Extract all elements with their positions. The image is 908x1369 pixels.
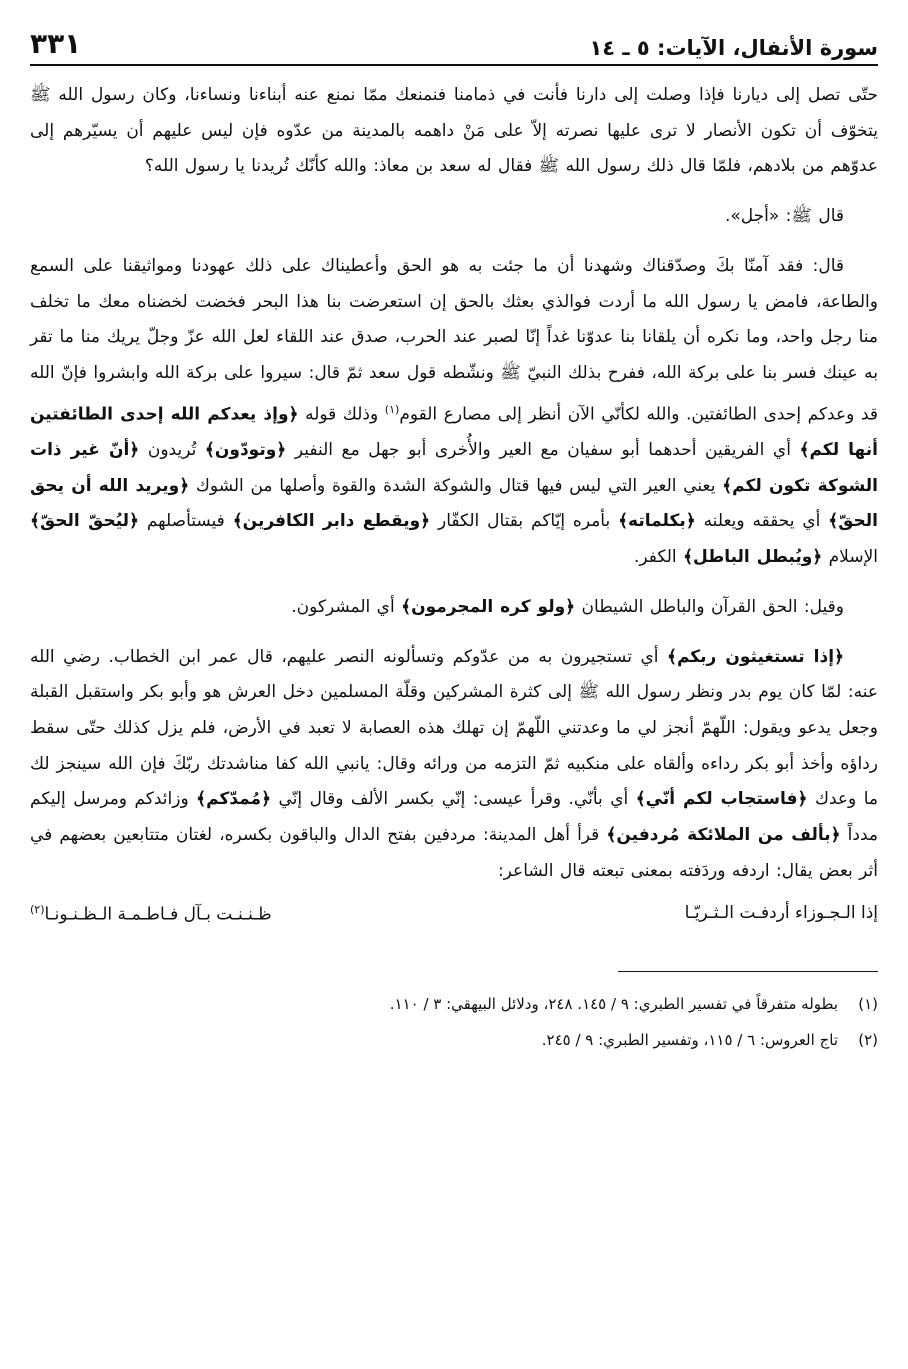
footnote-text: بطوله متفرقاً في تفسير الطبري: ٩ / ١٤٥. ٢٤٨، ودلائل البيهقي: ٣ / ١١٠. xyxy=(389,995,838,1014)
text-run: الكفر. xyxy=(633,547,684,568)
footnote-ref-2: (٢) xyxy=(30,903,45,917)
footnotes xyxy=(30,986,878,1058)
text-run: فيستأصلهم xyxy=(139,511,233,532)
quran-verse: ﴿ويُبطل الباطل﴾ xyxy=(683,547,823,568)
paragraph-1 xyxy=(30,78,878,185)
paragraph-3 xyxy=(30,249,878,576)
footnote-1 xyxy=(30,986,878,1022)
quran-verse: ﴿إذا تستغيثون ربكم﴾ xyxy=(667,646,844,667)
footnote-divider xyxy=(618,971,878,972)
text-run: الإسلام xyxy=(822,547,878,568)
text-run: يعني العير التي ليس فيها قتال والشوكة الشدة والقوة وأصلها من الشوك xyxy=(189,475,723,496)
paragraph-5 xyxy=(30,640,878,890)
quran-verse: ﴿مُمدّكم﴾ xyxy=(196,789,272,810)
text-run: وقيل: الحق القرآن والباطل الشيطان xyxy=(575,596,844,617)
quran-verse: ﴿ليُحقّ الحقّ﴾ xyxy=(30,511,139,532)
footnote-text: تاج العروس: ٦ / ١١٥، وتفسير الطبري: ٩ / ٢٤٥. xyxy=(541,1031,838,1050)
text-run: أي الفريقين أحدهما أبو سفيان مع العير والأُخرى أبو جهل مع النفير xyxy=(286,439,800,460)
text-run: أي بأنّي. وقرأ عيسى: إنّي بكسر الألف وقال إنّي xyxy=(271,789,636,810)
quran-verse: ﴿وإذ يعدكم الله إحدى الطائفتين أنها لكم﴾ xyxy=(30,404,878,460)
text-run: وزائدكم ومرسل إليكم مدداً xyxy=(30,789,878,846)
quran-verse: ﴿وتودّون﴾ xyxy=(204,439,287,460)
text-run: تُريدون xyxy=(139,439,205,460)
poem-first-hemistich: إذا الـجـوزاء أردفـت الـثـريّـا xyxy=(684,903,878,924)
poem-verse xyxy=(30,903,878,925)
paragraph-2 xyxy=(30,199,878,235)
quran-verse: ﴿فاستجاب لكم أنّي﴾ xyxy=(635,789,808,810)
footnote-number: (١) xyxy=(858,995,878,1014)
quran-verse: ﴿ويقطع دابر الكافرين﴾ xyxy=(232,511,431,532)
text-run: قرأ أهل المدينة: مردفين بفتح الدال والباقون بكسره، لغتان متتابعين بعضهم في أثر بعض يقال: اردفه وردَفته بمعنى تبعته قال الشاعر: xyxy=(30,825,878,881)
poem-second-hemistich xyxy=(30,903,272,925)
quran-verse: ﴿ويريد الله أن يحق الحقّ﴾ xyxy=(30,475,878,532)
body-text xyxy=(30,78,878,925)
page-header xyxy=(30,22,878,66)
quran-verse: ﴿أنّ غير ذات الشوكة تكون لكم﴾ xyxy=(30,439,879,496)
text-run: قال ﷺ: «أجل». xyxy=(724,206,844,227)
footnote-2 xyxy=(30,1022,878,1058)
text-run: أي يحققه ويعلنه xyxy=(695,511,829,532)
running-title: سورة الأنفال، الآيات: ٥ ـ ١٤ xyxy=(589,36,878,60)
text-run: بأمره إيّاكم بقتال الكفّار xyxy=(430,511,619,532)
footnote-number: (٢) xyxy=(858,1031,878,1050)
quran-verse: ﴿ولو كره المجرمون﴾ xyxy=(401,596,576,617)
quran-verse: ﴿بكلماته﴾ xyxy=(618,511,696,532)
quran-verse: ﴿بألف من الملائكة مُردفين﴾ xyxy=(606,825,841,846)
page-number: ٣٣١ xyxy=(30,27,82,60)
paragraph-4 xyxy=(30,590,878,626)
text-run: قال: فقد آمنّا بكَ وصدّقناك وشهدنا أن ما جئت به هو الحق وأعطيناك على ذلك عهودنا ومواثيقنا على السمع والطاعة، فامض يا رسول الله ما أردت فوالذي بعثك بالحق إن استعرضت بنا هذا البحر فخضت لخضناه معك ما تخلف منا رجل واحد، وما نكره أن يلقانا بنا عدوّنا غداً إنّا لصبر عند الحرب، صدق عند اللقاء لعل الله عزّ وجلّ يريك منا ما تقر به عينك فسر بنا على بركة الله، ففرح بذلك النبيّ ﷺ ونشّطه قول سعد ثمّ قال: سيروا على بركة الله وابشروا فإنّ الله قد وعدكم إحدى الطائفتين. والله لكأنّي الآن أنظر إلى مصارع القوم xyxy=(30,255,878,425)
text-run: أي تستجيرون به من عدّوكم وتسألونه النصر عليهم، قال عمر ابن الخطاب. رضي الله عنه: لمّا كان يوم بدر ونظر رسول الله ﷺ إلى كثرة المشركين وقلّة المسلمين دخل العرش هو وأبو بكر واستقبل القبلة وجعل يدعو ويقول: اللّهمّ أنجز لي ما وعدتني اللّهمّ إن تهلك هذه العصابة لا تعبد في الأرض، فلم يزل كذلك حتّى سقط رداؤه وأخذ أبو بكر رداءه وألقاه على منكبيه ثمّ التزمه من ورائه وقال: يانبي الله كفا مناشدتك ربّكَ فإن الله سينجز لك ما وعدك xyxy=(30,646,878,810)
text-run: أي المشركون. xyxy=(291,596,402,617)
footnote-ref-1: (١) xyxy=(384,402,400,416)
text-run: وذلك قوله xyxy=(298,404,385,425)
text-run: ظـنـنـت بـآل فـاطـمـة الـظـنـونـا xyxy=(44,905,272,926)
text-run: حتّى تصل إلى ديارنا فإذا وصلت إلى دارنا فأنت في ذمامنا فنمنعك ممّا نمنع عنه أبناءنا ونساءنا، وكان رسول الله ﷺ يتخوّف أن تكون الأنصار لا ترى عليها نصرته إلاّ على مَنْ داهمه بالمدينة من عدّوه فإن ليس عليهم أن يسيّرهم إلى عدوّهم من بلادهم، فلمّا قال ذلك رسول الله ﷺ فقال له سعد بن معاذ: والله كأنّك تُريدنا يا رسول الله؟ xyxy=(30,85,878,177)
